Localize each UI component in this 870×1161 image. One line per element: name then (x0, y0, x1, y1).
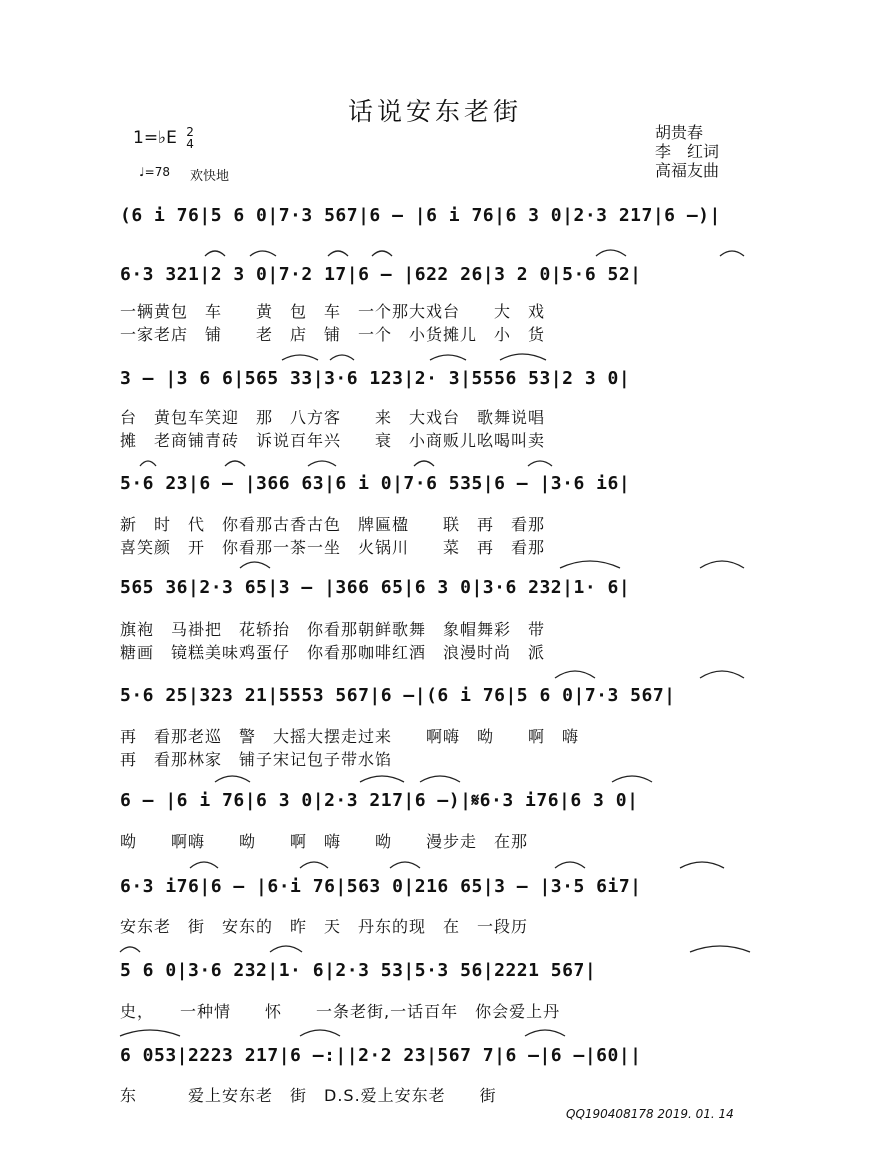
lyrics-row-2-verse-2: 一家老店 铺 老 店 铺 一个 小货摊儿 小 货 (120, 325, 546, 344)
credits (655, 123, 719, 180)
lyricist-2: 李 红 (655, 142, 704, 161)
time-signature (186, 126, 194, 150)
lyrics-row-9: 史， 一种情 怀 一条老街,一话百年 你会爱上丹 (120, 1002, 561, 1021)
song-title: 话说安东老街 (347, 97, 522, 126)
lyrics-row-5-verse-1: 旗袍 马褂把 花轿抬 你看那朝鲜歌舞 象帽舞彩 带 (120, 620, 546, 639)
notation-row-9: 5 6 0|3·6 232|1· 6|2·3 53|5·3 56|2221 567| (120, 960, 597, 981)
lyrics-row-8: 安东老 街 安东的 昨 天 丹东的现 在 一段历 (120, 917, 529, 936)
notation-row-7: 6 – |6 i 76|6 3 0|2·3 217|6 –)|𝄋6·3 i76|6 3 0| (120, 790, 639, 811)
lyrics-row-3-verse-1: 台 黄包车笑迎 那 八方客 来 大戏台 歌舞说唱 (120, 408, 546, 427)
tempo-mark: ♩=78 (139, 165, 170, 179)
notation-row-3: 3 – |3 6 6|565 33|3·6 123|2· 3|5556 53|2 3 0| (120, 368, 631, 389)
lyricist-suffix: 词 (703, 142, 720, 161)
notation-row-1: (6 i 76|5 6 0|7·3 567|6 – |6 i 76|6 3 0|2·3 217|6 –)| (120, 205, 721, 226)
lyrics-row-4-verse-1: 新 时 代 你看那古香古色 牌匾楹 联 再 看那 (120, 515, 546, 534)
lyrics-row-6-verse-2: 再 看那林家 铺子宋记包子带水馅 (120, 750, 393, 769)
key-signature (133, 126, 194, 150)
key-label: 1=♭E (133, 128, 177, 148)
composer: 高福友曲 (655, 161, 720, 180)
lyrics-row-3-verse-2: 摊 老商铺青砖 诉说百年兴 衰 小商贩儿吆喝叫卖 (120, 431, 546, 450)
lyrics-row-10: 东 爱上安东老 街 D.S.爱上安东老 街 (120, 1086, 497, 1105)
lyrics-row-7: 呦 啊嗨 呦 啊 嗨 呦 漫步走 在那 (120, 832, 529, 851)
notation-row-10: 6 053|2223 217|6 –:||2·2 23|567 7|6 –|6 –|60|| (120, 1045, 642, 1066)
notation-row-2: 6·3 321|2 3 0|7·2 17|6 – |622 26|3 2 0|5·6 52| (120, 264, 642, 285)
notation-row-8: 6·3 i76|6 – |6·i 76|563 0|216 65|3 – |3·5 6i7| (120, 876, 642, 897)
expression-mark: 欢快地 (190, 169, 230, 184)
lyrics-row-4-verse-2: 喜笑颜 开 你看那一茶一坐 火锅川 菜 再 看那 (120, 538, 546, 557)
lyrics-row-2-verse-1: 一辆黄包 车 黄 包 车 一个那大戏台 大 戏 (120, 302, 546, 321)
time-sig-bottom: 4 (186, 137, 194, 151)
notation-row-6: 5·6 25|323 21|5553 567|6 –|(6 i 76|5 6 0|7·3 567| (120, 685, 676, 706)
lyrics-row-5-verse-2: 糖画 镜糕美味鸡蛋仔 你看那咖啡红酒 浪漫时尚 派 (120, 643, 546, 662)
notation-row-4: 5·6 23|6 – |366 63|6 i 0|7·6 535|6 – |3·6 i6| (120, 473, 631, 494)
lyricist-1: 胡贵春 (655, 123, 704, 142)
footer-signature: QQ190408178 2019. 01. 14 (566, 1107, 734, 1121)
time-sig-top: 2 (186, 125, 194, 139)
notation-row-5: 565 36|2·3 65|3 – |366 65|6 3 0|3·6 232|1· 6| (120, 577, 631, 598)
lyrics-row-6-verse-1: 再 看那老巡 警 大摇大摆走过来 啊嗨 呦 啊 嗨 (120, 727, 580, 746)
